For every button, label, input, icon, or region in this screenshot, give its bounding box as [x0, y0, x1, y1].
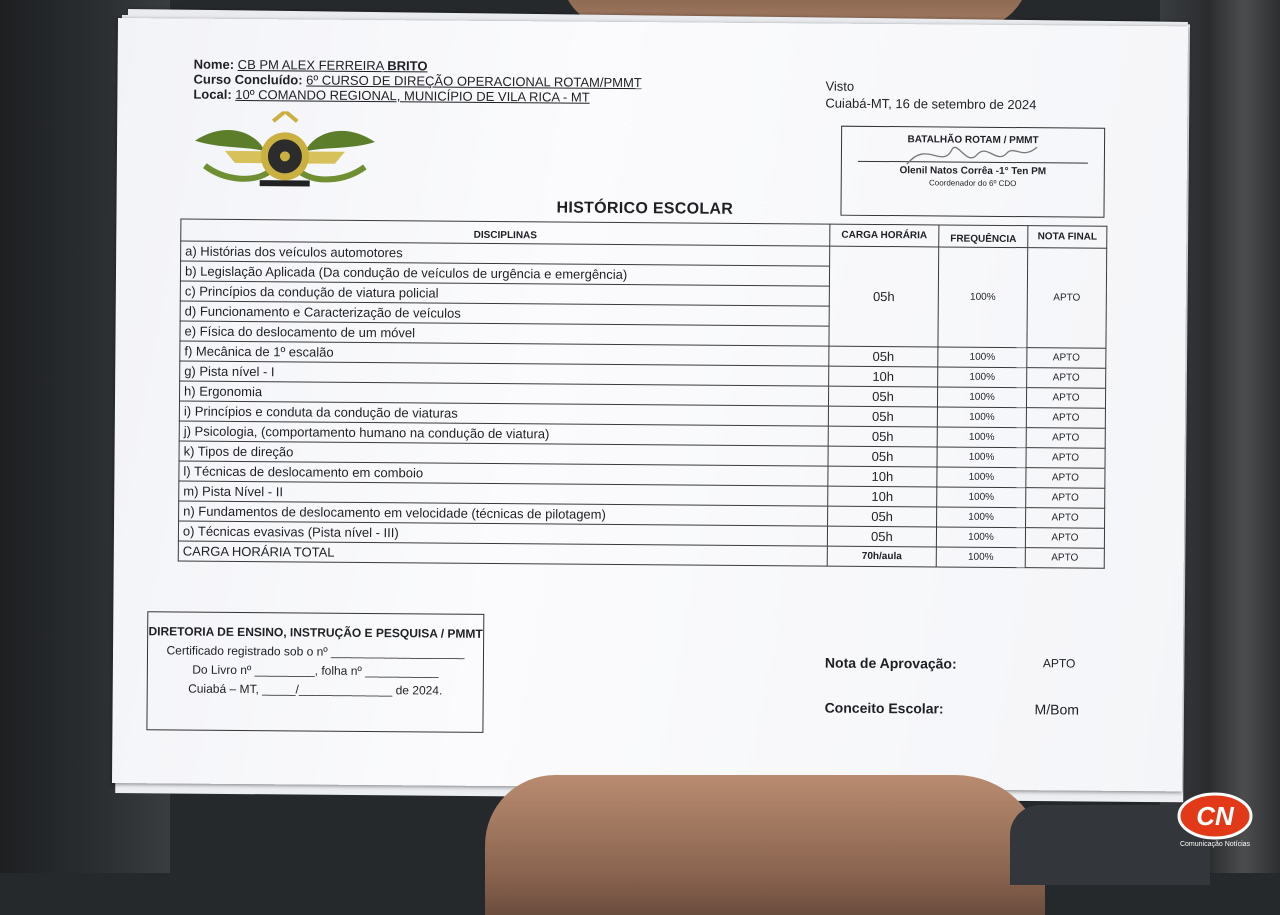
subject-cell: h) Ergonomia [179, 381, 828, 406]
conceito-escolar [824, 699, 1080, 718]
frequencia-cell: 100% [937, 507, 1026, 528]
nota-cell: APTO [1026, 408, 1105, 429]
stamp-unit: BATALHÃO ROTAM / PMMT [907, 134, 1039, 147]
carga-cell: 10h [828, 486, 937, 507]
subject-cell: c) Princípios da condução de viatura policial [180, 281, 829, 306]
diretoria-title: DIRETORIA DE ENSINO, INSTRUÇÃO E PESQUISA / PMMT [148, 624, 483, 641]
logo-caption: Comunicação Notícias [1179, 841, 1251, 848]
cn-logo-icon [1176, 790, 1254, 850]
subject-cell: k) Tipos de direção [179, 441, 828, 466]
carga-cell: 05h [828, 506, 937, 527]
carga-cell: 10h [829, 366, 938, 387]
student-header [193, 57, 642, 106]
subject-cell: o) Técnicas evasivas (Pista nível - III) [178, 521, 827, 546]
grades-table [178, 218, 1108, 568]
carga-cell: 05h [827, 526, 936, 547]
diretoria-box [146, 611, 484, 733]
carga-cell: 05h [828, 406, 937, 427]
nota-cell: APTO [1026, 488, 1105, 509]
rotam-emblem-icon [185, 111, 386, 193]
frequencia-cell: 100% [937, 487, 1026, 508]
nota-cell: APTO [1026, 448, 1105, 469]
nota-aprovacao [824, 654, 1076, 672]
diretoria-line-2: Do Livro nº _________, folha nº ___________ [192, 662, 439, 679]
subject-cell: n) Fundamentos de deslocamento em velocidade (técnicas de pilotagem) [179, 501, 828, 526]
frequencia-cell: 100% [938, 367, 1027, 388]
frequencia-cell: 100% [937, 387, 1026, 408]
subject-cell: l) Técnicas de deslocamento em comboio [179, 461, 828, 486]
frequencia-cell: 100% [937, 427, 1026, 448]
stamp-name: Olenil Natos Corrêa -1° Ten PM [899, 165, 1047, 178]
nota-cell: APTO [1026, 468, 1105, 489]
nota-label: Nota de Aprovação: [824, 654, 957, 672]
visto-date: Cuiabá-MT, 16 de setembro de 2024 [825, 95, 1037, 113]
carga-cell: 05h [828, 386, 937, 407]
subject-cell: b) Legislação Aplicada (Da condução de veículos de urgência e emergência) [180, 261, 829, 286]
frequencia-cell: 100% [938, 347, 1027, 368]
transcript-document [112, 18, 1188, 791]
hand-bottom [485, 775, 1045, 915]
visto-label: Visto [825, 78, 855, 94]
carga-cell: 10h [828, 466, 937, 487]
nota-cell: APTO [1026, 508, 1105, 529]
nota-cell: APTO [1027, 368, 1106, 389]
conceito-value: M/Bom [1034, 701, 1080, 718]
group-nota-cell: APTO [1027, 248, 1107, 349]
subject-cell: i) Princípios e conduta da condução de viaturas [179, 401, 828, 426]
subject-cell: m) Pista Nível - II [179, 481, 828, 506]
subject-cell: j) Psicologia, (comportamento humano na condução de viatura) [179, 421, 828, 446]
curso-label: Curso Concluído: [193, 71, 303, 88]
nota-cell: APTO [1027, 348, 1106, 369]
local-value: 10º COMANDO REGIONAL, MUNICÍPIO DE VILA RICA - MT [235, 86, 590, 105]
nota-cell: APTO [1025, 528, 1104, 549]
carga-cell: 05h [828, 446, 937, 467]
conceito-label: Conceito Escolar: [824, 699, 944, 717]
signature-icon [897, 134, 1047, 175]
nota-cell: APTO [1026, 388, 1105, 409]
subject-cell: e) Física do deslocamento de um móvel [180, 321, 829, 346]
document-title: HISTÓRICO ESCOLAR [556, 199, 734, 218]
local-label: Local: [193, 86, 232, 102]
diretoria-line-3: Cuiabá – MT, _____/______________ de 2024. [188, 681, 443, 698]
frequencia-cell: 100% [937, 447, 1026, 468]
header-nota: NOTA FINAL [1028, 226, 1107, 249]
total-carga: 70h/aula [827, 546, 936, 567]
nota-cell: APTO [1026, 428, 1105, 449]
group-frequencia-cell: 100% [938, 247, 1028, 348]
visto-block [825, 78, 1036, 114]
header-disciplinas: DISCIPLINAS [181, 219, 830, 246]
total-label: CARGA HORÁRIA TOTAL [178, 541, 827, 566]
subject-cell: d) Funcionamento e Caracterização de veículos [180, 301, 829, 326]
nome-label: Nome: [193, 56, 235, 72]
subject-cell: a) Histórias dos veículos automotores [181, 241, 830, 266]
subject-cell: g) Pista nível - I [180, 361, 829, 386]
frequencia-cell: 100% [936, 527, 1025, 548]
carga-cell: 05h [829, 346, 938, 367]
nome-value: CB PM ALEX FERREIRA BRITO [237, 56, 428, 74]
total-nota: APTO [1025, 548, 1104, 569]
frequencia-cell: 100% [937, 407, 1026, 428]
subject-cell: f) Mecânica de 1º escalão [180, 341, 829, 366]
total-frequencia: 100% [936, 547, 1025, 568]
stamp-role: Coordenador do 6º CDO [928, 178, 1017, 189]
diretoria-line-1: Certificado registrado sob o nº ____________________ [166, 643, 465, 660]
header-carga: CARGA HORÁRIA [830, 224, 939, 247]
header-frequencia: FREQUÊNCIA [939, 225, 1028, 248]
frequencia-cell: 100% [937, 467, 1026, 488]
carga-cell: 05h [828, 426, 937, 447]
group-carga-cell: 05h [829, 246, 939, 347]
curso-value: 6º CURSO DE DIREÇÃO OPERACIONAL ROTAM/PMMT [306, 72, 642, 91]
nota-value: APTO [1042, 656, 1076, 671]
logo-mark: CN [1196, 801, 1234, 831]
